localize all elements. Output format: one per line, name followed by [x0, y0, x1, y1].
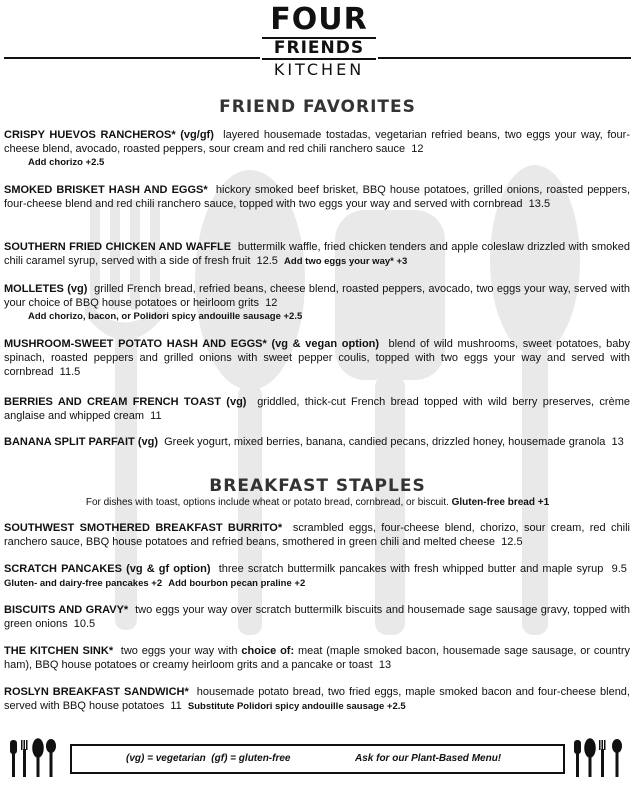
item-addon: Substitute Polidori spicy andouille sausage +2.5	[187, 701, 406, 712]
menu-item-fried-chicken-waffle	[4, 240, 630, 269]
item-price: 10.5	[73, 618, 96, 630]
item-name: SCRATCH PANCAKES (vg & gf option)	[4, 563, 211, 575]
item-price: 12.5	[501, 536, 523, 548]
menu-item-banana-split-parfait	[4, 435, 630, 449]
item-price: 12.5	[256, 255, 278, 267]
item-description: housemade potato bread, two fried eggs, maple smoked bacon and four-cheese blend, served with BBQ house potatoes	[4, 686, 630, 712]
item-price: 12	[265, 297, 278, 309]
item-name: THE KITCHEN SINK*	[4, 645, 114, 657]
item-name: MOLLETES (vg)	[4, 283, 88, 295]
item-name: SMOKED BRISKET HASH AND EGGS*	[4, 184, 208, 196]
item-price: 11	[150, 410, 162, 422]
item-description: scrambled eggs, four-cheese blend, chorizo, sour cream, red chili ranchero sauce, BBQ house potatoes and refried beans, smothered in green chili and melted cheese	[4, 522, 630, 548]
menu-item-huevos-rancheros	[4, 128, 630, 169]
item-price: 13	[611, 436, 624, 448]
utensils-right-icon	[572, 738, 626, 778]
item-price: 13	[378, 659, 392, 671]
item-addon: Add chorizo +2.5	[28, 157, 105, 168]
item-price: 12	[411, 143, 424, 155]
item-description: buttermilk waffle, fried chicken tenders and apple coleslaw drizzled with smoked chili caramel syrup, served with a side of fresh fruit	[4, 241, 630, 267]
item-description: griddled, thick-cut French bread topped with wild berry preserves, crème anglaise and whipped cream	[4, 396, 630, 422]
item-price: 11.5	[59, 366, 81, 378]
item-description: three scratch buttermilk pancakes with fresh whipped butter and maple syrup	[218, 563, 604, 575]
item-name: BISCUITS AND GRAVY*	[4, 604, 129, 616]
item-description: grilled French bread, refried beans, cheese blend, roasted peppers, avocado, two eggs your way, served with your choice of BBQ house potatoes or heirloom grits	[4, 283, 630, 309]
item-description: two eggs your way over scratch buttermilk biscuits and housemade sage sausage gravy, topped with green onions	[4, 604, 630, 630]
menu-item-biscuits-and-gravy	[4, 603, 630, 631]
item-description: Greek yogurt, mixed berries, banana, candied pecans, drizzled honey, housemade granola	[164, 436, 606, 448]
item-description: blend of wild mushrooms, sweet potatoes, baby spinach, roasted peppers and grilled onions with sweet pepper coulis, topped with two eggs your way and served with cornbread	[4, 338, 630, 378]
logo-line-friends: FRIENDS	[262, 37, 376, 60]
item-name: ROSLYN BREAKFAST SANDWICH*	[4, 686, 189, 698]
toast-options-note	[0, 497, 635, 509]
item-description: meat (maple smoked bacon, housemade sage sausage, or country ham), BBQ house potatoes or creamy heirloom grits and a pancake or toast	[4, 645, 630, 671]
item-name: SOUTHWEST SMOTHERED BREAKFAST BURRITO*	[4, 522, 283, 534]
item-price: 11	[170, 700, 182, 712]
menu-item-breakfast-burrito	[4, 521, 630, 549]
item-name: BANANA SPLIT PARFAIT (vg)	[4, 436, 158, 448]
item-addon-praline: Add bourbon pecan praline +2	[168, 578, 306, 589]
menu-item-scratch-pancakes	[4, 562, 630, 591]
logo-line-four: FOUR	[270, 2, 368, 37]
menu-item-smoked-brisket-hash	[4, 183, 630, 211]
toast-options-text: For dishes with toast, options include wheat or potato bread, cornbread, or biscuit.	[85, 497, 449, 508]
item-name: MUSHROOM-SWEET POTATO HASH AND EGGS* (vg & vegan option)	[4, 338, 380, 350]
item-price: 9.5	[611, 563, 627, 575]
section-title-breakfast-staples: BREAKFAST STAPLES	[209, 476, 426, 496]
item-name: BERRIES AND CREAM FRENCH TOAST (vg)	[4, 396, 247, 408]
dietary-legend: (vg) = vegetarian (gf) = gluten-free	[126, 753, 291, 764]
menu-item-molletes	[4, 282, 630, 323]
logo-rule-left	[4, 57, 260, 59]
item-price: 13.5	[528, 198, 551, 210]
gluten-free-bread-addon: Gluten-free bread +1	[451, 497, 550, 508]
item-addon: Add chorizo, bacon, or Polidori spicy andouille sausage +2.5	[28, 311, 303, 322]
item-addon: Add two eggs your way* +3	[284, 256, 408, 267]
menu-item-roslyn-breakfast-sandwich	[4, 685, 630, 714]
item-choice-label: choice of:	[241, 645, 295, 657]
item-name: SOUTHERN FRIED CHICKEN AND WAFFLE	[4, 241, 232, 253]
menu-item-mushroom-sweet-potato-hash	[4, 337, 630, 379]
item-addon: Gluten- and dairy-free pancakes +2	[4, 578, 163, 589]
menu-item-french-toast	[4, 395, 630, 423]
logo-line-kitchen: KITCHEN	[273, 60, 365, 79]
plant-based-menu-note: Ask for our Plant-Based Menu!	[355, 753, 502, 764]
item-description: layered housemade tostadas, vegetarian refried beans, two eggs your way, four-cheese blend, avocado, roasted peppers, sour cream and red chili ranchero sauce	[4, 129, 630, 155]
logo-rule-right	[378, 57, 631, 59]
item-name: CRISPY HUEVOS RANCHEROS* (vg/gf)	[4, 129, 214, 141]
brand-logo	[262, 4, 376, 80]
utensils-left-icon	[8, 738, 62, 778]
item-description-intro: two eggs your way with	[120, 645, 238, 657]
menu-item-kitchen-sink	[4, 644, 630, 672]
section-title-friend-favorites: FRIEND FAVORITES	[219, 97, 416, 117]
item-description: hickory smoked beef brisket, BBQ house potatoes, grilled onions, roasted peppers, four-cheese blend and red chili ranchero sauce, topped with two eggs your way and served with cornbread	[4, 184, 631, 210]
